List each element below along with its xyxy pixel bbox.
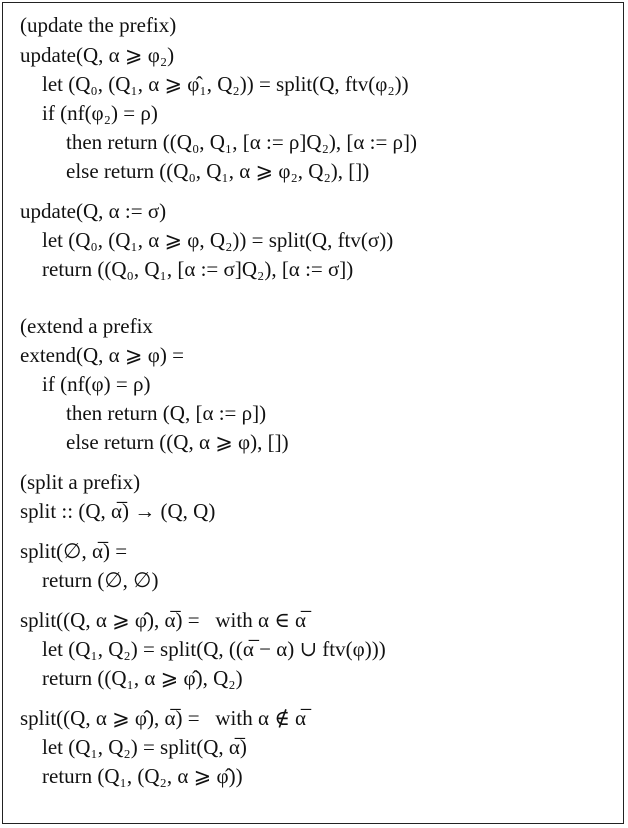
split-case-notin: split((Q, α ⩾ φ̂), α̅) = with α ∉ α̅ (20, 706, 307, 730)
split-case-empty-return: return (∅, ∅) (42, 568, 159, 592)
update-def-1-else: else return ((Q₀, Q₁, α ⩾ φ₂, Q₂), []) (66, 159, 370, 183)
split-case-notin-return: return (Q₁, (Q₂, α ⩾ φ̂)) (42, 764, 243, 788)
extend-if: if (nf(φ) = ρ) (42, 372, 151, 396)
update-def-1-then: then return ((Q₀, Q₁, [α := ρ]Q₂), [α := ρ]) (66, 130, 418, 154)
split-case-in-let: let (Q₁, Q₂) = split(Q, ((α̅ − α) ∪ ftv(φ))) (42, 637, 386, 661)
update-def-2-let: let (Q₀, (Q₁, α ⩾ φ, Q₂)) = split(Q, ftv(σ)) (42, 228, 394, 252)
split-heading: (split a prefix) (20, 470, 141, 494)
update-def-2-return: return ((Q₀, Q₁, [α := σ]Q₂), [α := σ]) (42, 257, 354, 281)
update-def-1-let: let (Q₀, (Q₁, α ⩾ φ̂₁, Q₂)) = split(Q, ftv(φ₂)) (42, 72, 409, 96)
extend-heading: (extend a prefix (20, 314, 153, 338)
split-case-in: split((Q, α ⩾ φ̂), α̅) = with α ∈ α̅ (20, 608, 307, 632)
split-case-notin-let: let (Q₁, Q₂) = split(Q, α̅) (42, 735, 247, 759)
extend-then: then return (Q, [α := ρ]) (66, 401, 267, 425)
update-def-1-if: if (nf(φ₂) = ρ) (42, 101, 158, 125)
update-def-2: update(Q, α := σ) (20, 199, 167, 223)
split-case-empty: split(∅, α̅) = (20, 539, 128, 563)
update-heading: (update the prefix) (20, 13, 177, 37)
extend-def: extend(Q, α ⩾ φ) = (20, 343, 184, 367)
split-signature: split :: (Q, α̅) → (Q, Q) (20, 499, 216, 523)
extend-else: else return ((Q, α ⩾ φ), []) (66, 430, 289, 454)
update-def-1: update(Q, α ⩾ φ₂) (20, 43, 175, 67)
split-case-in-return: return ((Q₁, α ⩾ φ̂), Q₂) (42, 666, 243, 690)
